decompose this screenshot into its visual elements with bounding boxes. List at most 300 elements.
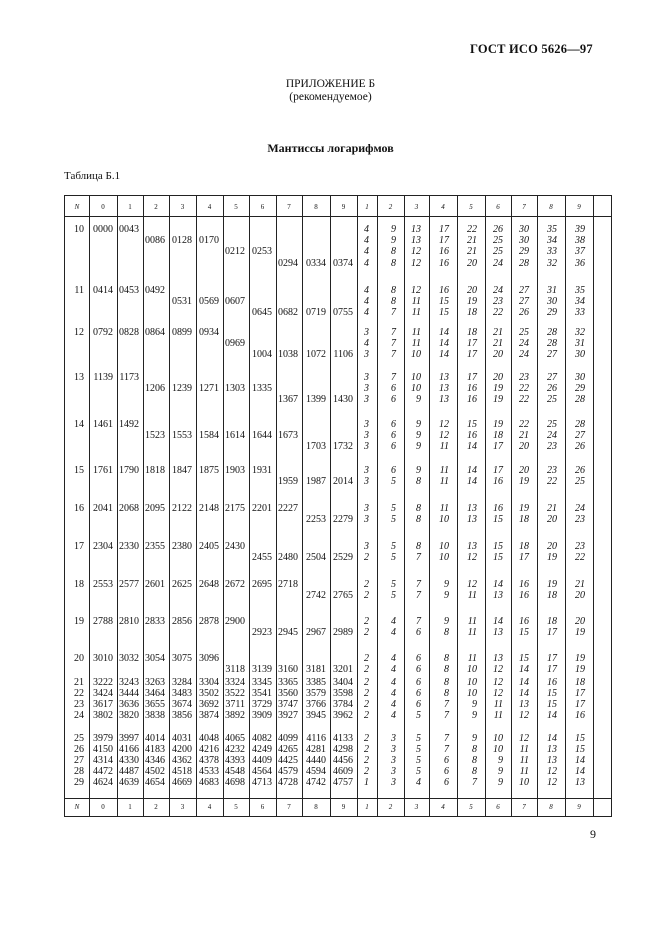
top-header-cell: 6 [496,203,500,211]
difference-value: 18 [519,541,529,552]
mantissa-value: 4564 [252,766,272,777]
difference-value: 24 [493,285,503,296]
difference-value: 10 [467,664,477,676]
mantissa-value: 3345 [252,677,272,688]
mantissa-value: 1903 [225,465,245,476]
mantissa-value: 0170 [199,235,219,247]
mantissa-value: 0000 [93,224,113,235]
mantissa-value: 4624 [93,777,113,788]
difference-value: 30 [519,224,529,235]
difference-value: 18 [547,616,557,627]
difference-value: 27 [519,296,529,308]
mantissa-value: 1614 [225,430,245,442]
difference-value: 8 [444,688,449,699]
mantissa-value: 2148 [199,503,219,514]
difference-value: 16 [493,503,503,514]
mantissa-value: 0492 [145,285,165,296]
difference-value: 30 [519,235,529,247]
difference-value: 9 [444,579,449,590]
difference-value: 11 [519,755,529,766]
difference-value: 2 [364,755,369,766]
difference-value: 11 [467,616,477,627]
mantissa-value: 0607 [225,296,245,308]
difference-value: 12 [519,710,529,721]
mantissa-value: 3674 [172,699,192,710]
difference-value: 5 [391,590,396,602]
difference-value: 4 [364,246,369,258]
difference-value: 3 [364,476,369,488]
difference-value: 25 [547,419,557,430]
difference-value: 17 [547,653,557,664]
mantissa-value: 4065 [225,733,245,744]
difference-value: 19 [493,394,503,406]
difference-value: 13 [493,590,503,602]
difference-value: 17 [547,627,557,639]
difference-value: 3 [364,394,369,406]
mantissa-value: 1987 [306,476,326,488]
difference-value: 19 [547,579,557,590]
difference-value: 6 [391,383,396,395]
difference-value: 2 [364,766,369,777]
mantissa-value: 3598 [333,688,353,699]
mantissa-value: 4346 [145,755,165,766]
bottom-header-cell: 9 [341,803,346,811]
mantissa-value: 4150 [93,744,113,755]
difference-value: 16 [519,579,529,590]
difference-value: 5 [416,755,421,766]
difference-value: 6 [444,777,449,788]
mantissa-value: 4298 [333,744,353,755]
difference-value: 2 [364,653,369,664]
mantissa-value: 4200 [172,744,192,755]
difference-value: 13 [467,503,477,514]
difference-value: 19 [575,627,585,639]
mantissa-value: 2810 [119,616,139,627]
difference-value: 3 [364,372,369,383]
mantissa-value: 3541 [252,688,272,699]
mantissa-value: 3522 [225,688,245,699]
mantissa-value: 4533 [199,766,219,777]
mantissa-value: 4639 [119,777,139,788]
difference-value: 13 [467,541,477,552]
difference-value: 2 [364,627,369,639]
difference-value: 2 [364,677,369,688]
difference-value: 5 [416,710,421,721]
difference-value: 13 [439,383,449,395]
mantissa-value: 3820 [119,710,139,721]
difference-value: 4 [364,307,369,319]
mantissa-value: 1367 [278,394,298,406]
column-divider [511,196,512,816]
difference-value: 12 [493,677,503,688]
mantissa-value: 3766 [306,699,326,710]
column-divider [117,196,118,816]
bottom-header-cell: 1 [365,803,369,811]
difference-value: 6 [391,465,396,476]
difference-value: 7 [444,710,449,721]
mantissa-value: 0682 [278,307,298,319]
column-divider [302,196,303,816]
mantissa-value: 4683 [199,777,219,788]
column-divider [89,196,90,816]
mantissa-value: 4440 [306,755,326,766]
difference-value: 18 [467,307,477,319]
difference-value: 26 [493,224,503,235]
difference-value: 4 [391,664,396,676]
row-number: 10 [74,224,84,235]
difference-value: 14 [467,476,477,488]
difference-value: 4 [364,338,369,350]
bottom-header-cell: 4 [441,803,445,811]
mantissa-value: 4456 [333,755,353,766]
difference-value: 2 [364,590,369,602]
mantissa-value: 2989 [333,627,353,639]
difference-value: 13 [493,653,503,664]
difference-value: 26 [575,441,585,453]
mantissa-value: 2480 [278,552,298,564]
mantissa-value: 1303 [225,383,245,395]
difference-value: 3 [364,541,369,552]
difference-value: 28 [547,338,557,350]
mantissa-value: 3997 [119,733,139,744]
bottom-header-cell: 6 [496,803,500,811]
difference-value: 5 [416,744,421,755]
mantissa-value: 3243 [119,677,139,688]
difference-value: 4 [391,688,396,699]
mantissa-value: 3617 [93,699,113,710]
difference-value: 8 [391,296,396,308]
difference-value: 10 [439,552,449,564]
mantissa-value: 4265 [278,744,298,755]
mantissa-value: 2945 [278,627,298,639]
row-number: 18 [74,579,84,590]
difference-value: 23 [493,296,503,308]
difference-value: 8 [444,627,449,639]
top-header-cell: 5 [234,203,238,211]
mantissa-value: 3385 [306,677,326,688]
top-header-cell: N [74,203,80,211]
row-number: 13 [74,372,84,383]
difference-value: 16 [467,430,477,442]
mantissa-value: 4232 [225,744,245,755]
top-header-cell: 5 [469,203,473,211]
difference-value: 7 [391,307,396,319]
difference-value: 13 [575,777,585,788]
mantissa-value: 0374 [333,257,353,269]
mantissa-value: 1644 [252,430,272,442]
difference-value: 17 [467,372,477,383]
row-divider [65,216,611,217]
mantissa-value: 3784 [333,699,353,710]
mantissa-value: 3118 [225,664,245,676]
difference-value: 11 [411,327,421,338]
mantissa-value: 2742 [306,590,326,602]
difference-value: 17 [547,664,557,676]
mantissa-value: 2253 [306,514,326,526]
mantissa-value: 0043 [119,224,139,235]
mantissa-value: 3181 [306,664,326,676]
difference-value: 21 [493,338,503,350]
column-divider [537,196,538,816]
difference-value: 3 [364,327,369,338]
difference-value: 18 [547,590,557,602]
mantissa-value: 3909 [252,710,272,721]
mantissa-value: 3365 [278,677,298,688]
mantissa-value: 2625 [172,579,192,590]
difference-value: 7 [416,552,421,564]
mantissa-value: 2648 [199,579,219,590]
difference-value: 7 [391,327,396,338]
difference-value: 13 [547,744,557,755]
mantissa-value: 0128 [172,235,192,247]
difference-value: 17 [493,441,503,453]
mantissa-value: 2577 [119,579,139,590]
row-number: 21 [74,677,84,688]
difference-value: 16 [467,394,477,406]
difference-value: 17 [575,699,585,710]
bottom-header-cell: 2 [388,803,393,811]
difference-value: 5 [391,476,396,488]
mantissa-value: 2430 [225,541,245,552]
column-divider [249,196,250,816]
difference-value: 10 [493,744,503,755]
difference-value: 9 [391,235,396,247]
difference-value: 5 [391,552,396,564]
difference-value: 13 [439,372,449,383]
difference-value: 12 [411,246,421,258]
difference-value: 26 [519,307,529,319]
difference-value: 13 [493,627,503,639]
mantissa-value: 3444 [119,688,139,699]
difference-value: 20 [467,285,477,296]
difference-value: 12 [467,579,477,590]
mantissa-value: 0969 [225,338,245,350]
difference-value: 12 [547,766,557,777]
difference-value: 4 [416,777,421,788]
mantissa-value: 3802 [93,710,113,721]
top-header-cell: 9 [577,203,581,211]
row-number: 12 [74,327,84,338]
difference-value: 22 [575,552,585,564]
mantissa-value: 3502 [199,688,219,699]
mantissa-value: 1461 [93,419,113,430]
difference-value: 8 [416,541,421,552]
difference-value: 11 [439,465,449,476]
difference-value: 11 [411,307,421,319]
mantissa-value: 0086 [145,235,165,247]
mantissa-value: 3579 [306,688,326,699]
document-code: ГОСТ ИСО 5626—97 [470,42,593,56]
column-divider [196,196,197,816]
mantissa-value: 4698 [225,777,245,788]
mantissa-value: 4409 [252,755,272,766]
mantissa-value: 2095 [145,503,165,514]
column-divider [429,196,430,816]
mantissa-value: 0864 [145,327,165,338]
difference-value: 32 [547,257,557,269]
mantissa-value: 4669 [172,777,192,788]
difference-value: 31 [547,285,557,296]
annex-subtitle: (рекомендуемое) [289,91,372,103]
difference-value: 11 [439,503,449,514]
mantissa-value: 1430 [333,394,353,406]
bottom-header-cell: 3 [180,803,185,811]
difference-value: 17 [439,224,449,235]
mantissa-value: 4393 [225,755,245,766]
difference-value: 14 [575,766,585,777]
row-number: 20 [74,653,84,664]
mantissa-value: 1584 [199,430,219,442]
difference-value: 6 [444,755,449,766]
mantissa-value: 4472 [93,766,113,777]
difference-value: 3 [391,733,396,744]
difference-value: 8 [416,503,421,514]
difference-value: 14 [575,755,585,766]
row-number: 29 [74,777,84,788]
difference-value: 11 [411,338,421,350]
difference-value: 36 [575,257,585,269]
mantissa-value: 3692 [199,699,219,710]
mantissa-value: 2765 [333,590,353,602]
difference-value: 24 [547,430,557,442]
bottom-header-cell: 7 [287,803,291,811]
difference-value: 19 [519,503,529,514]
difference-value: 15 [547,688,557,699]
difference-value: 15 [493,514,503,526]
mantissa-value: 3927 [278,710,298,721]
difference-value: 7 [472,777,477,788]
difference-value: 12 [493,664,503,676]
difference-value: 25 [547,394,557,406]
row-number: 26 [74,744,84,755]
row-number: 19 [74,616,84,627]
mantissa-value: 0899 [172,327,192,338]
difference-value: 26 [547,383,557,395]
difference-value: 18 [575,677,585,688]
row-number: 17 [74,541,84,552]
difference-value: 1 [364,777,369,788]
difference-value: 12 [547,777,557,788]
mantissa-value: 4609 [333,766,353,777]
mantissa-value: 3139 [252,664,272,676]
difference-value: 5 [391,541,396,552]
difference-value: 11 [467,590,477,602]
mantissa-value: 3075 [172,653,192,664]
column-divider [357,196,358,816]
difference-value: 7 [391,349,396,361]
mantissa-value: 4594 [306,766,326,777]
mantissa-value: 4362 [172,755,192,766]
mantissa-value: 1847 [172,465,192,476]
difference-value: 10 [493,733,503,744]
difference-value: 13 [411,224,421,235]
column-divider [565,196,566,816]
mantissa-value: 2175 [225,503,245,514]
difference-value: 35 [547,224,557,235]
mantissa-value: 1206 [145,383,165,395]
difference-value: 14 [493,579,503,590]
difference-value: 11 [519,744,529,755]
mantissa-value: 3222 [93,677,113,688]
mantissa-value: 2380 [172,541,192,552]
mantissa-value: 2304 [93,541,113,552]
difference-value: 4 [364,235,369,247]
mantissa-value: 0294 [278,257,298,269]
mantissa-value: 3404 [333,677,353,688]
difference-value: 17 [493,465,503,476]
mantissa-value: 4281 [306,744,326,755]
difference-value: 12 [411,257,421,269]
difference-value: 34 [575,296,585,308]
difference-value: 19 [493,383,503,395]
mantissa-value: 2227 [278,503,298,514]
difference-value: 13 [547,755,557,766]
difference-value: 7 [444,699,449,710]
mantissa-value: 1875 [199,465,219,476]
mantissa-value: 1523 [145,430,165,442]
difference-value: 14 [439,327,449,338]
difference-value: 5 [391,514,396,526]
difference-value: 5 [416,766,421,777]
column-divider [593,196,594,816]
bottom-header-cell: 6 [260,803,265,811]
mantissa-value: 1004 [252,349,272,361]
difference-value: 11 [519,766,529,777]
difference-value: 9 [498,777,503,788]
top-header-cell: 4 [207,203,212,211]
difference-value: 2 [364,664,369,676]
difference-value: 8 [472,755,477,766]
top-header-cell: 9 [341,203,346,211]
difference-value: 15 [519,627,529,639]
column-divider [276,196,277,816]
mantissa-value: 3838 [145,710,165,721]
row-number: 22 [74,688,84,699]
mantissa-value: 4728 [278,777,298,788]
mantissa-value: 2455 [252,552,272,564]
mantissa-value: 2856 [172,616,192,627]
difference-value: 4 [391,627,396,639]
difference-value: 11 [467,627,477,639]
difference-value: 16 [519,616,529,627]
column-divider [377,196,378,816]
difference-value: 2 [364,733,369,744]
difference-value: 9 [472,710,477,721]
difference-value: 2 [364,688,369,699]
mantissa-value: 2833 [145,616,165,627]
difference-value: 16 [575,710,585,721]
mantissa-value: 3096 [199,653,219,664]
row-number: 27 [74,755,84,766]
difference-value: 6 [444,766,449,777]
mantissa-value: 2279 [333,514,353,526]
mantissa-value: 3711 [225,699,245,710]
mantissa-value: 4314 [93,755,113,766]
row-number: 28 [74,766,84,777]
annex-block [0,78,661,104]
mantissa-value: 2923 [252,627,272,639]
mantissa-value: 3636 [119,699,139,710]
row-divider [65,798,611,799]
top-header-cell: 0 [101,203,105,211]
top-header-cell: 1 [128,203,132,211]
difference-value: 4 [391,677,396,688]
difference-value: 13 [519,699,529,710]
mantissa-value: 2355 [145,541,165,552]
bottom-header-cell: 2 [154,803,158,811]
mantissa-value: 2504 [306,552,326,564]
top-header-cell: 1 [365,203,369,211]
